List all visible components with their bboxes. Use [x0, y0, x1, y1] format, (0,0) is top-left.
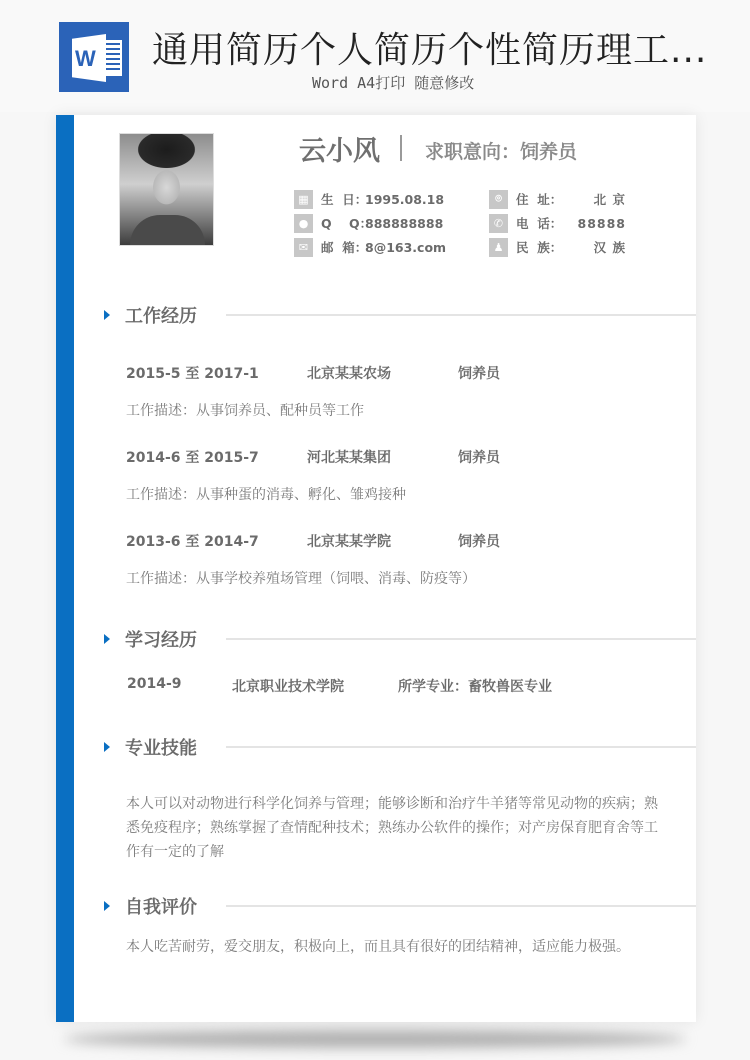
- info-email: [294, 235, 446, 259]
- section-divider: [226, 638, 696, 640]
- info-value: 88888: [577, 215, 626, 231]
- work-description: 工作描述：从事学校养殖场管理（饲喂、消毒、防疫等）: [126, 571, 476, 587]
- triangle-bullet-icon: [104, 634, 110, 644]
- info-label: 电 话：: [516, 216, 563, 231]
- work-period: 2014-6 至 2015-7: [126, 450, 259, 466]
- phone-icon: ✆: [489, 214, 508, 233]
- info-phone: [489, 211, 626, 235]
- education-school: 北京职业技术学院: [232, 679, 344, 695]
- mail-icon: ✉: [294, 238, 313, 257]
- accent-bar: [56, 115, 74, 1022]
- work-company: 北京某某农场: [307, 366, 391, 382]
- info-value[interactable]: 8@163.com: [365, 239, 447, 255]
- document-title: 通用简历个人简历个性简历理工...: [152, 30, 708, 71]
- info-label: 邮 箱：: [321, 240, 368, 255]
- section-divider: [226, 314, 696, 316]
- info-value: 汉 族: [593, 240, 626, 255]
- qq-penguin-icon: ●: [294, 214, 313, 233]
- job-intent: 求职意向：饲养员: [425, 141, 578, 163]
- word-app-icon: [59, 22, 129, 92]
- work-description: 工作描述：从事饲养员、配种员等工作: [126, 403, 364, 419]
- skills-text: 本人可以对动物进行科学化饲养与管理；能够诊断和治疗牛羊猪等常见动物的疾病；熟悉免疫程序；熟练掌握了查情配种技术；熟练办公软件的操作；对产房保育肥育舍等工作有一定的了解: [126, 796, 658, 860]
- section-title: 专业技能: [125, 738, 197, 759]
- info-label: 民 族：: [516, 240, 563, 255]
- work-position: 饲养员: [458, 450, 500, 466]
- resume-page: [56, 115, 696, 1022]
- document-subtitle: Word A4打印 随意修改: [312, 74, 475, 92]
- info-label: Q Q：: [321, 216, 373, 231]
- work-company: 河北某某集团: [307, 450, 391, 466]
- calendar-icon: ▦: [294, 190, 313, 209]
- work-position: 饲养员: [458, 366, 500, 382]
- work-company: 北京某某学院: [307, 534, 391, 550]
- work-description: 工作描述：从事种蛋的消毒、孵化、雏鸡接种: [126, 487, 406, 503]
- section-divider: [226, 905, 696, 907]
- triangle-bullet-icon: [104, 310, 110, 320]
- education-major: 所学专业：畜牧兽医专业: [398, 679, 552, 695]
- section-divider: [226, 746, 696, 748]
- info-label: 住 址：: [516, 192, 563, 207]
- info-birthday: [294, 187, 446, 211]
- section-title: 工作经历: [125, 306, 197, 327]
- education-date: 2014-9: [127, 676, 182, 692]
- candidate-name: 云小风: [299, 136, 380, 167]
- work-position: 饲养员: [458, 534, 500, 550]
- word-letter: W: [75, 46, 96, 71]
- personal-info-left: [294, 187, 446, 259]
- section-title: 学习经历: [125, 630, 197, 651]
- triangle-bullet-icon: [104, 742, 110, 752]
- info-value: 北 京: [593, 192, 626, 207]
- paper-shadow: [64, 1030, 686, 1048]
- info-value: 888888888: [365, 215, 444, 231]
- name-divider: [400, 135, 402, 161]
- info-label: 生 日：: [321, 192, 368, 207]
- info-value: 1995.08.18: [365, 191, 445, 207]
- self-evaluation-text: 本人吃苦耐劳，爱交朋友，积极向上，而且具有很好的团结精神，适应能力极强。: [126, 939, 630, 955]
- profile-photo: [119, 133, 214, 246]
- work-period: 2015-5 至 2017-1: [126, 366, 259, 382]
- personal-info-right: [489, 187, 626, 259]
- location-pin-icon: ⌾: [489, 190, 508, 209]
- info-address: [489, 187, 626, 211]
- section-title: 自我评价: [125, 897, 197, 918]
- info-qq: [294, 211, 446, 235]
- work-period: 2013-6 至 2014-7: [126, 534, 259, 550]
- triangle-bullet-icon: [104, 901, 110, 911]
- people-icon: ♟: [489, 238, 508, 257]
- info-ethnicity: [489, 235, 626, 259]
